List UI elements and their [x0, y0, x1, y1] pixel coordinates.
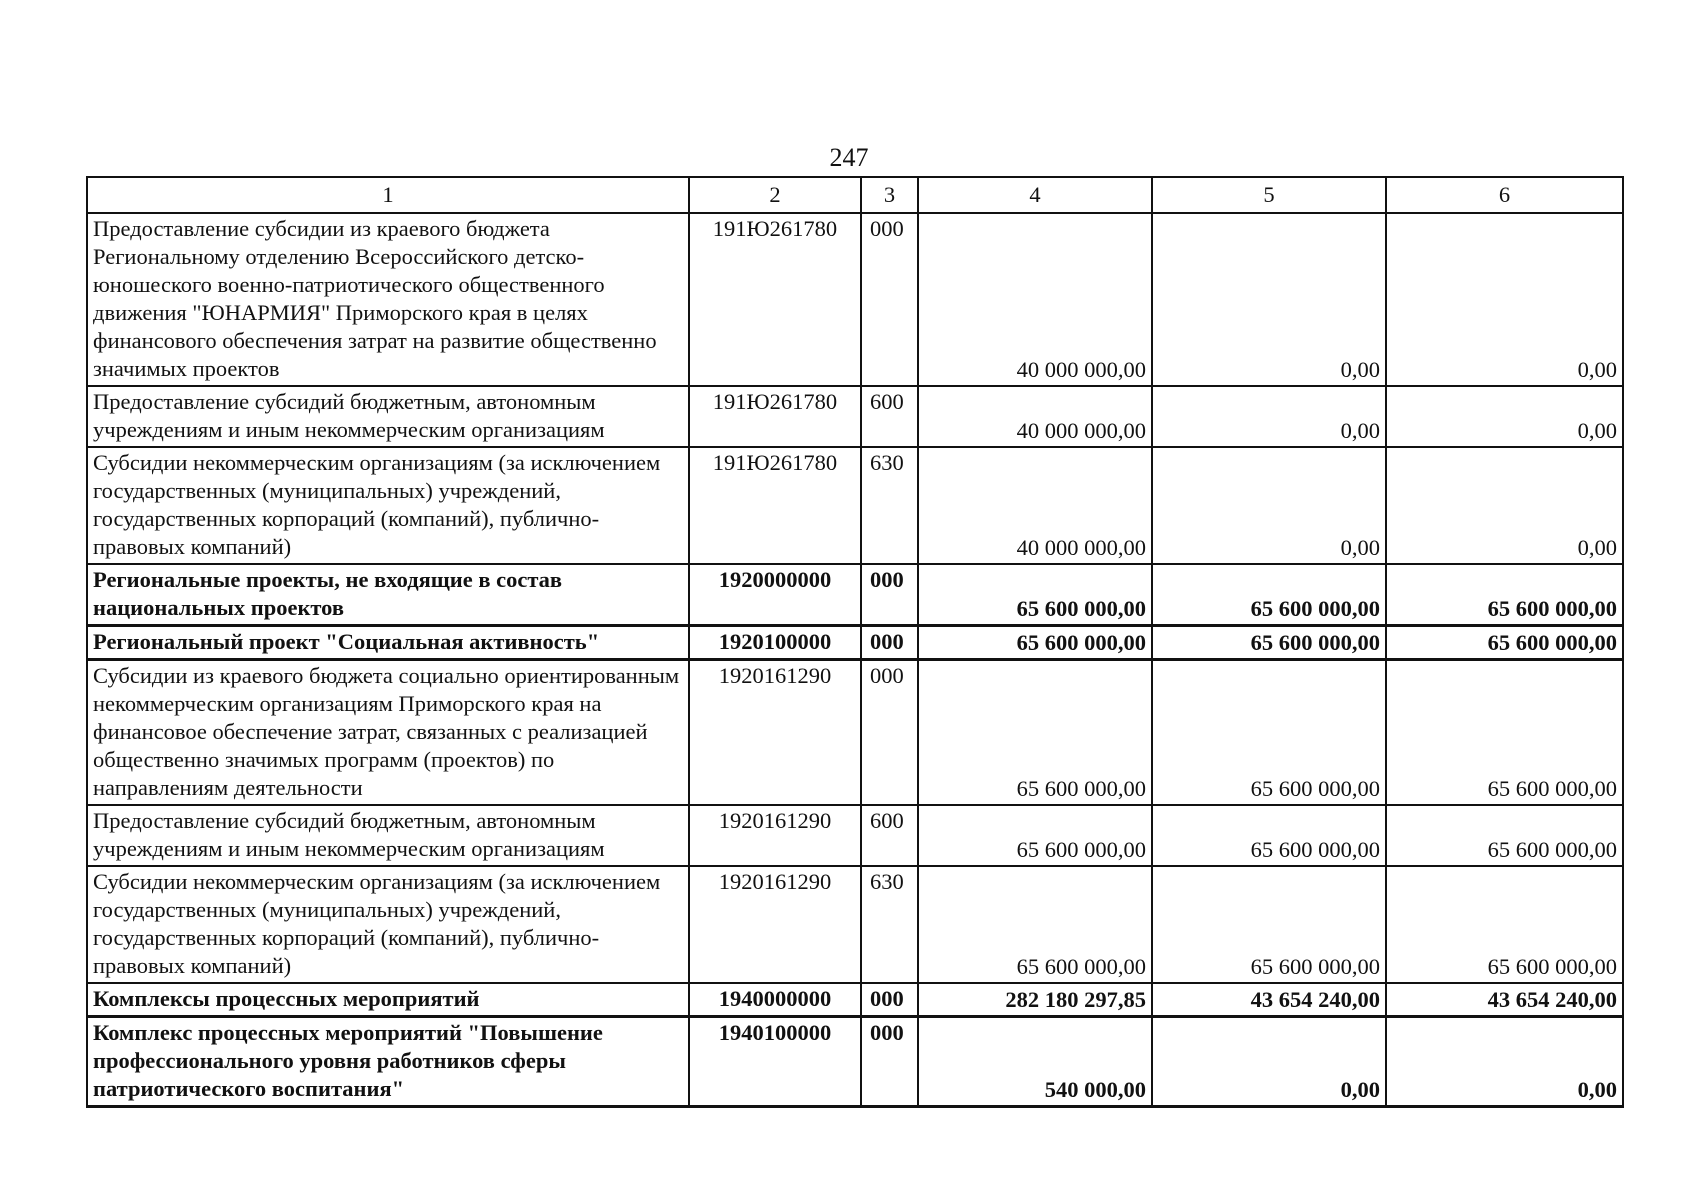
row-value-5: 0,00 [1152, 1017, 1386, 1107]
row-value-6: 43 654 240,00 [1386, 983, 1623, 1017]
page-number: 247 [829, 143, 869, 172]
row-value-6: 65 600 000,00 [1386, 866, 1623, 983]
header-cell-6: 6 [1386, 177, 1623, 213]
table-row [87, 386, 1623, 447]
row-code: 191Ю261780 [689, 213, 861, 386]
row-kvr: 000 [861, 660, 918, 806]
row-value-4: 65 600 000,00 [918, 564, 1152, 626]
row-value-6: 65 600 000,00 [1386, 805, 1623, 866]
row-code: 1920161290 [689, 660, 861, 806]
row-value-4: 65 600 000,00 [918, 805, 1152, 866]
row-name: Субсидии из краевого бюджета социально ориентированным некоммерческим организациям Приморского края на финансовое обеспечение затрат, связанных с реализацией общественно значимых программ (проектов) по направлениям деятельности [87, 660, 689, 806]
row-code: 1940100000 [689, 1017, 861, 1107]
table-row [87, 447, 1623, 564]
table-row [87, 213, 1623, 386]
row-code: 1920100000 [689, 626, 861, 660]
header-cell-1: 1 [87, 177, 689, 213]
row-value-4: 540 000,00 [918, 1017, 1152, 1107]
row-kvr: 000 [861, 626, 918, 660]
table-row [87, 660, 1623, 806]
row-value-5: 65 600 000,00 [1152, 660, 1386, 806]
row-value-6: 65 600 000,00 [1386, 660, 1623, 806]
table-row [87, 626, 1623, 660]
row-value-5: 43 654 240,00 [1152, 983, 1386, 1017]
row-kvr: 630 [861, 447, 918, 564]
row-kvr: 000 [861, 983, 918, 1017]
row-name: Предоставление субсидии из краевого бюджета Региональному отделению Всероссийского детско-юношеского военно-патриотического общественного движения "ЮНАРМИЯ" Приморского края в целях финансового обеспечения затрат на развитие общественно значимых проектов [87, 213, 689, 386]
row-value-6: 0,00 [1386, 447, 1623, 564]
row-kvr: 600 [861, 805, 918, 866]
row-kvr: 000 [861, 564, 918, 626]
row-value-6: 0,00 [1386, 1017, 1623, 1107]
row-value-5: 65 600 000,00 [1152, 866, 1386, 983]
table-row [87, 1017, 1623, 1107]
row-value-6: 65 600 000,00 [1386, 626, 1623, 660]
row-value-6: 65 600 000,00 [1386, 564, 1623, 626]
header-cell-5: 5 [1152, 177, 1386, 213]
row-name: Субсидии некоммерческим организациям (за исключением государственных (муниципальных) учреждений, государственных корпораций (компаний), публично-правовых компаний) [87, 866, 689, 983]
row-value-4: 40 000 000,00 [918, 386, 1152, 447]
row-value-4: 282 180 297,85 [918, 983, 1152, 1017]
row-name: Региональный проект "Социальная активность" [87, 626, 689, 660]
row-code: 191Ю261780 [689, 386, 861, 447]
row-value-5: 65 600 000,00 [1152, 564, 1386, 626]
row-kvr: 000 [861, 1017, 918, 1107]
header-cell-3: 3 [861, 177, 918, 213]
row-code: 1920161290 [689, 866, 861, 983]
row-name: Комплексы процессных мероприятий [87, 983, 689, 1017]
row-code: 1920000000 [689, 564, 861, 626]
header-cell-2: 2 [689, 177, 861, 213]
row-value-6: 0,00 [1386, 213, 1623, 386]
row-kvr: 600 [861, 386, 918, 447]
row-code: 1920161290 [689, 805, 861, 866]
budget-table [86, 176, 1624, 1108]
row-value-5: 0,00 [1152, 447, 1386, 564]
row-kvr: 630 [861, 866, 918, 983]
row-value-5: 0,00 [1152, 213, 1386, 386]
row-value-5: 65 600 000,00 [1152, 805, 1386, 866]
row-value-4: 65 600 000,00 [918, 660, 1152, 806]
table-row [87, 983, 1623, 1017]
row-value-4: 65 600 000,00 [918, 626, 1152, 660]
header-cell-4: 4 [918, 177, 1152, 213]
table-header-row [87, 177, 1623, 213]
row-value-5: 0,00 [1152, 386, 1386, 447]
table-row [87, 866, 1623, 983]
row-name: Региональные проекты, не входящие в состав национальных проектов [87, 564, 689, 626]
row-kvr: 000 [861, 213, 918, 386]
row-value-5: 65 600 000,00 [1152, 626, 1386, 660]
row-name: Комплекс процессных мероприятий "Повышение профессионального уровня работников сферы патриотического воспитания" [87, 1017, 689, 1107]
row-code: 191Ю261780 [689, 447, 861, 564]
row-value-6: 0,00 [1386, 386, 1623, 447]
row-value-4: 40 000 000,00 [918, 213, 1152, 386]
table-row [87, 805, 1623, 866]
row-code: 1940000000 [689, 983, 861, 1017]
table-row [87, 564, 1623, 626]
row-value-4: 40 000 000,00 [918, 447, 1152, 564]
row-name: Субсидии некоммерческим организациям (за исключением государственных (муниципальных) учреждений, государственных корпораций (компаний), публично-правовых компаний) [87, 447, 689, 564]
row-value-4: 65 600 000,00 [918, 866, 1152, 983]
row-name: Предоставление субсидий бюджетным, автономным учреждениям и иным некоммерческим организациям [87, 386, 689, 447]
row-name: Предоставление субсидий бюджетным, автономным учреждениям и иным некоммерческим организациям [87, 805, 689, 866]
